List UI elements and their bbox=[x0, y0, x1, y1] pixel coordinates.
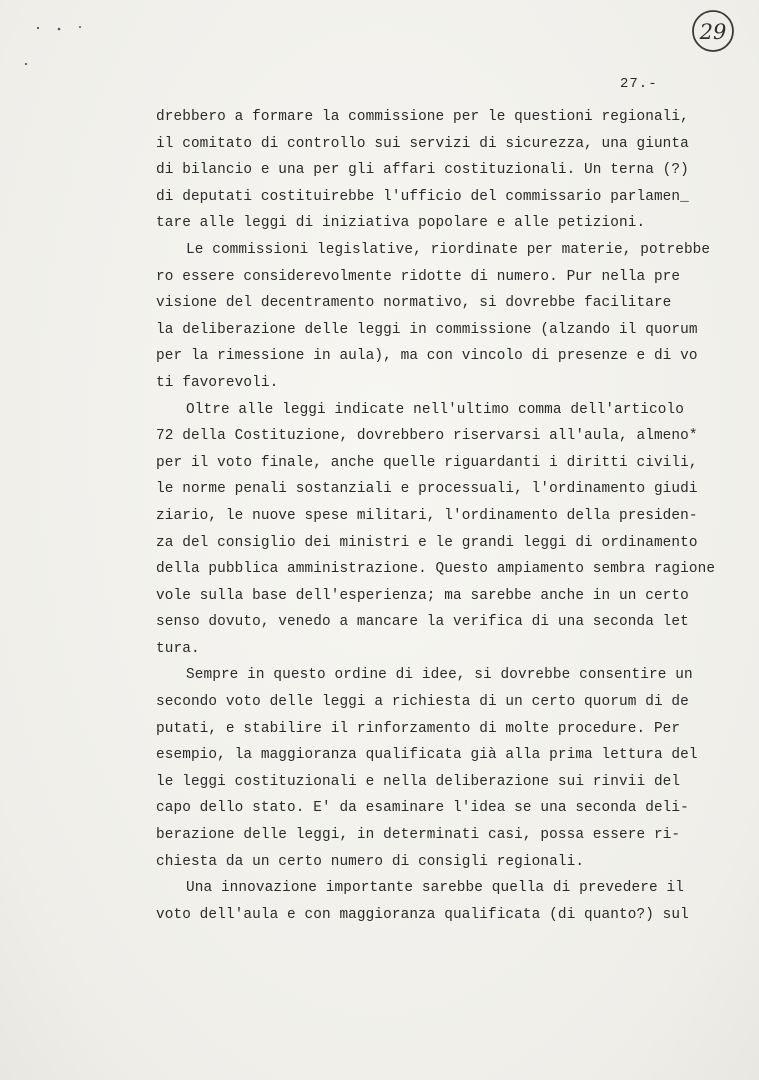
text-line: Una innovazione importante sarebbe quella di prevedere il bbox=[186, 880, 684, 897]
text-line: secondo voto delle leggi a richiesta di un certo quorum di de bbox=[156, 694, 689, 711]
text-line: della pubblica amministrazione. Questo ampiamento sembra ragione bbox=[156, 561, 716, 578]
text-line: vole sulla base dell'esperienza; ma sarebbe anche in un certo bbox=[156, 587, 689, 604]
text-line: le leggi costituzionali e nella deliberazione sui rinvii del bbox=[156, 773, 681, 790]
text-line: Sempre in questo ordine di idee, si dovrebbe consentire un bbox=[186, 667, 693, 684]
text-line: per il voto finale, anche quelle riguardanti i diritti civili, bbox=[156, 454, 698, 471]
text-line: tare alle leggi di iniziativa popolare e alle petizioni. bbox=[156, 215, 646, 232]
text-line: le norme penali sostanziali e processuali, l'ordinamento giudi bbox=[156, 481, 698, 498]
text-line: ro essere considerevolmente ridotte di numero. Pur nella pre bbox=[156, 268, 681, 285]
paper-specks bbox=[0, 0, 120, 80]
text-line: tura. bbox=[156, 640, 200, 657]
text-line: chiesta da un certo numero di consigli regionali. bbox=[156, 853, 585, 870]
text-line: di bilancio e una per gli affari costituzionali. Un terna (?) bbox=[156, 162, 689, 179]
text-line: putati, e stabilire il rinforzamento di molte procedure. Per bbox=[156, 720, 681, 737]
text-line: ziario, le nuove spese militari, l'ordinamento della presiden- bbox=[156, 507, 698, 524]
text-line: ti favorevoli. bbox=[156, 374, 279, 391]
text-line: la deliberazione delle leggi in commissione (alzando il quorum bbox=[156, 321, 698, 338]
text-line: Oltre alle leggi indicate nell'ultimo comma dell'articolo bbox=[186, 401, 684, 418]
page-number: 27.- bbox=[620, 76, 658, 92]
typed-body-text bbox=[156, 104, 756, 928]
text-line: visione del decentramento normativo, si dovrebbe facilitare bbox=[156, 295, 672, 312]
text-line: 72 della Costituzione, dovrebbero riservarsi all'aula, almeno* bbox=[156, 428, 698, 445]
text-line: esempio, la maggioranza qualificata già alla prima lettura del bbox=[156, 747, 698, 764]
text-line: drebbero a formare la commissione per le questioni regionali, bbox=[156, 109, 689, 125]
text-line: capo dello stato. E' da esaminare l'idea se una seconda deli- bbox=[156, 800, 689, 817]
text-line: senso dovuto, venedo a mancare la verifica di una seconda let bbox=[156, 614, 689, 631]
text-line: voto dell'aula e con maggioranza qualificata (di quanto?) sul bbox=[156, 906, 689, 923]
text-line: il comitato di controllo sui servizi di sicurezza, una giunta bbox=[156, 135, 689, 152]
text-line: di deputati costituirebbe l'ufficio del commissario parlamen_ bbox=[156, 188, 689, 205]
text-line: per la rimessione in aula), ma con vincolo di presenze e di vo bbox=[156, 348, 698, 365]
archive-number-text: 29 bbox=[699, 20, 727, 44]
text-line: Le commissioni legislative, riordinate per materie, potrebbe bbox=[186, 241, 711, 258]
text-line: berazione delle leggi, in determinati casi, possa essere ri- bbox=[156, 827, 681, 844]
text-line: za del consiglio dei ministri e le grandi leggi di ordinamento bbox=[156, 534, 698, 551]
archive-stamp bbox=[690, 8, 736, 54]
